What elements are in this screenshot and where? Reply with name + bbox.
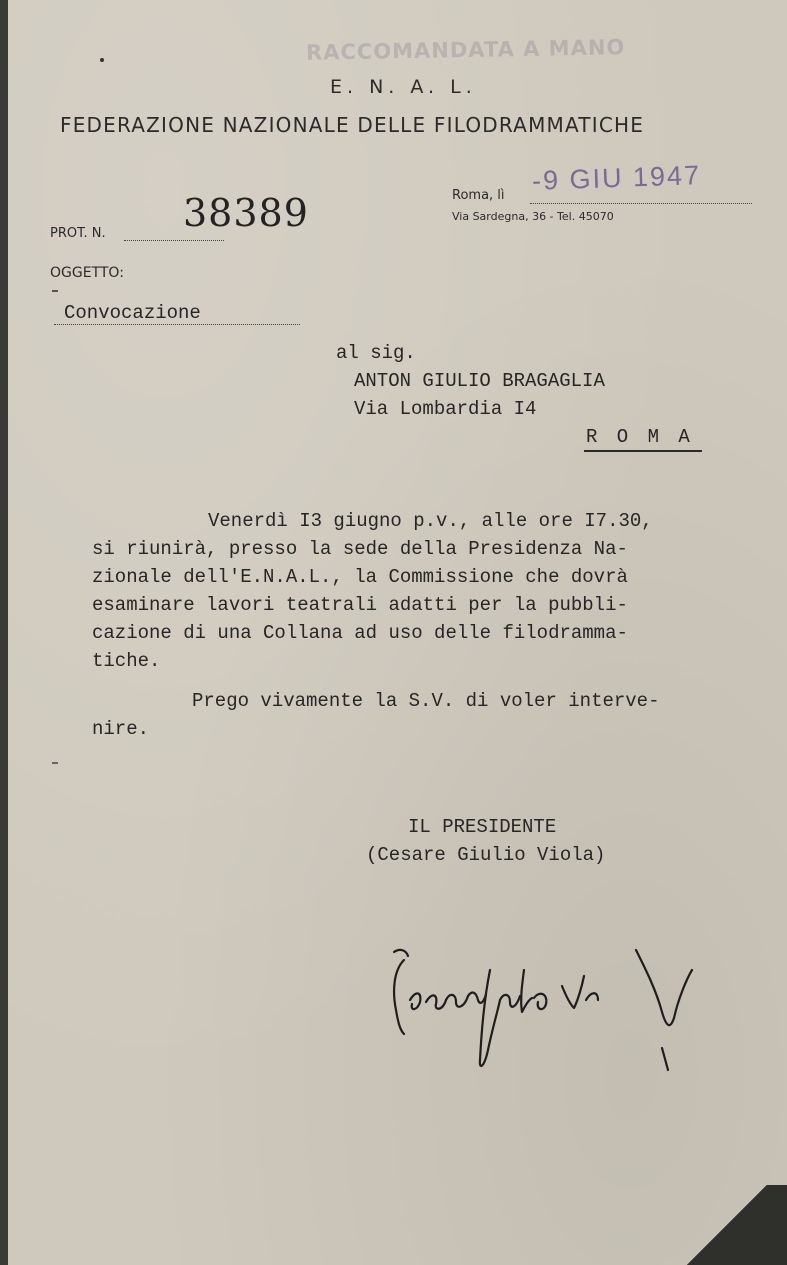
folded-corner: [667, 1185, 787, 1265]
date-stamp: -9 GIU 1947: [531, 160, 702, 196]
protocol-dotted-line: [124, 240, 224, 241]
body-line: si riunirà, presso la sede della Presidenza Na-: [92, 538, 628, 560]
recipient-street: Via Lombardia I4: [354, 398, 537, 420]
signatory-name: (Cesare Giulio Viola): [366, 844, 606, 866]
subject-value: Convocazione: [64, 302, 201, 324]
body-line: nire.: [92, 718, 150, 740]
letterhead-abbrev: E. N. A. L.: [330, 76, 477, 98]
body-line: Venerdì I3 giugno p.v., alle ore I7.30,: [208, 510, 653, 532]
place-label: Roma, lì: [452, 188, 505, 203]
signatory-title: IL PRESIDENTE: [408, 816, 557, 838]
subject-dotted-line: [54, 324, 300, 325]
body-line: Prego vivamente la S.V. di voler interve-: [192, 690, 660, 712]
date-dotted-line: [530, 203, 752, 204]
city-underline: [584, 450, 702, 452]
protocol-number: 38389: [183, 191, 309, 235]
faint-stamp: RACCOMANDATA A MANO: [305, 35, 626, 65]
recipient-salutation: al sig.: [336, 342, 416, 364]
recipient-city: R O M A: [586, 426, 694, 448]
letterhead-address: Via Sardegna, 36 - Tel. 45070: [452, 210, 614, 223]
body-line: tiche.: [92, 650, 161, 672]
letterhead-organization: FEDERAZIONE NAZIONALE DELLE FILODRAMMATICHE: [60, 113, 645, 137]
body-line: zionale dell'E.N.A.L., la Commissione che dovrà: [92, 566, 628, 588]
body-line: esaminare lavori teatrali adatti per la pubbli-: [92, 594, 628, 616]
letter-sheet: [8, 0, 787, 1265]
ink-dot: [100, 58, 104, 62]
body-line: cazione di una Collana ad uso delle filodramma-: [92, 622, 628, 644]
margin-mark: [52, 290, 58, 292]
recipient-name: ANTON GIULIO BRAGAGLIA: [354, 370, 605, 392]
protocol-label: PROT. N.: [50, 226, 106, 241]
subject-label: OGGETTO:: [50, 265, 124, 281]
margin-mark: [52, 762, 58, 764]
handwritten-signature: [386, 930, 726, 1080]
